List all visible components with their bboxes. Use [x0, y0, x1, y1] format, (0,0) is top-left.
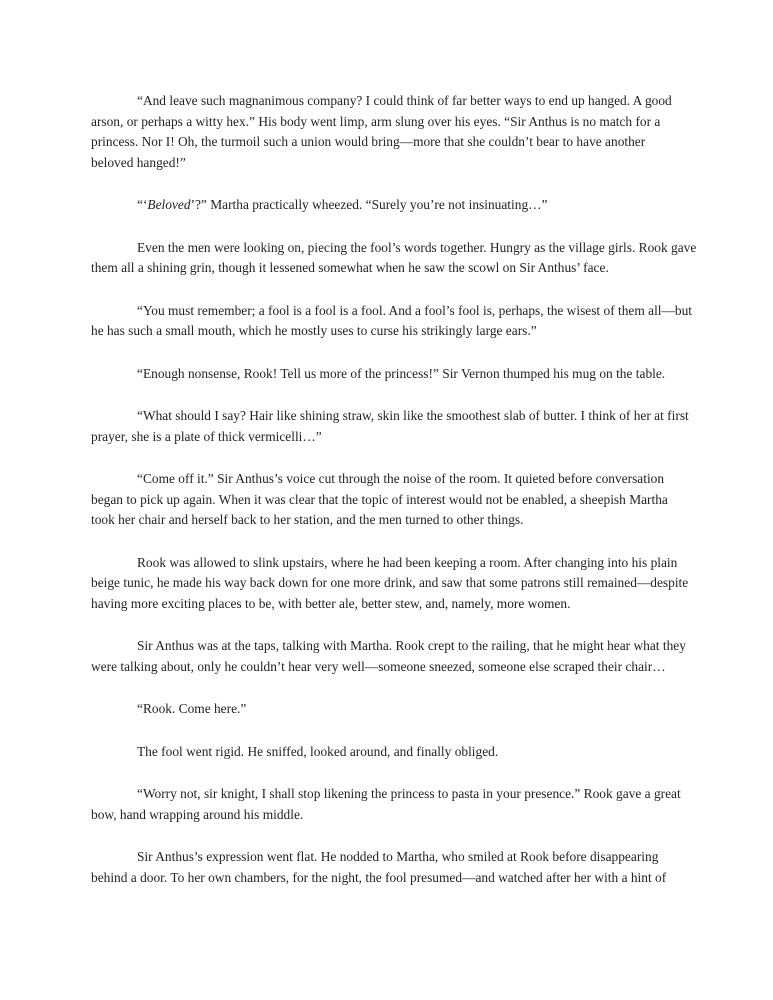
text-line: having more exciting places to be, with better ale, better stew, and, namely, more women.	[91, 595, 571, 611]
paragraph	[91, 469, 691, 531]
text-line: The fool went rigid. He sniffed, looked around, and finally obliged.	[137, 743, 499, 759]
paragraph	[91, 784, 691, 825]
paragraph	[91, 553, 691, 615]
paragraph	[91, 847, 691, 888]
text-line: princess. Nor I! Oh, the turmoil such a union would bring—more that she couldn’t bear to have another	[91, 134, 646, 149]
italic-text: Beloved	[147, 197, 191, 212]
text-line: beige tunic, he made his way back down for one more drink, and saw that some patrons still remained—despite	[91, 575, 689, 590]
text-line: behind a door. To her own chambers, for the night, the fool presumed—and watched after her with a hint of	[91, 869, 667, 885]
paragraph	[91, 742, 691, 763]
text-line: “And leave such magnanimous company? I could think of far better ways to end up hanged. A good	[137, 93, 672, 108]
paragraph	[91, 195, 691, 216]
paragraph	[91, 91, 691, 173]
text-line: arson, or perhaps a witty hex.” His body went limp, arm slung over his eyes. “Sir Anthus is no match for a	[91, 113, 661, 129]
paragraph	[91, 406, 691, 447]
document-page	[91, 91, 697, 910]
text-line: “Worry not, sir knight, I shall stop likening the princess to pasta in your presence.” Rook gave a great	[137, 786, 681, 801]
text-line: he has such a small mouth, which he mostly uses to curse his strikingly large ears.”	[91, 323, 537, 338]
text-line: “Rook. Come here.”	[137, 701, 247, 716]
paragraph	[91, 301, 691, 342]
paragraph	[91, 699, 691, 720]
text-line: bow, hand wrapping around his middle.	[91, 806, 304, 822]
text-line: beloved hanged!”	[91, 154, 186, 170]
text-line: prayer, she is a plate of thick vermicelli…”	[91, 428, 322, 444]
text-line: “Enough nonsense, Rook! Tell us more of the princess!” Sir Vernon thumped his mug on the table.	[137, 365, 666, 381]
text-line: Rook was allowed to slink upstairs, where he had been keeping a room. After changing into his plain	[137, 554, 678, 570]
text-line: “What should I say? Hair like shining straw, skin like the smoothest slab of butter. I think of her at first	[137, 408, 689, 423]
paragraph	[91, 364, 691, 385]
text-line	[91, 195, 691, 216]
text-line: Sir Anthus was at the taps, talking with Martha. Rook crept to the railing, that he might hear what they	[137, 638, 686, 653]
text-line: “Come off it.” Sir Anthus’s voice cut through the noise of the room. It quieted before conversation	[137, 471, 665, 486]
paragraph	[91, 238, 697, 279]
text-line: were talking about, only he couldn’t hear very well—someone sneezed, someone else scraped their chair…	[91, 658, 666, 674]
text-line: them all a shining grin, though it lessened somewhat when he saw the scowl on Sir Anthus’ face.	[91, 260, 609, 275]
text-segment: ’?” Martha practically wheezed. “Surely you’re not insinuating…”	[190, 197, 548, 212]
text-line: began to pick up again. When it was clear that the topic of interest would not be enabled, a sheepish Martha	[91, 491, 668, 507]
text-line: Sir Anthus’s expression went flat. He nodded to Martha, who smiled at Rook before disappearing	[137, 849, 659, 864]
text-line: Even the men were looking on, piecing the fool’s words together. Hungry as the village girls. Rook gave	[137, 239, 697, 255]
text-line: took her chair and herself back to her station, and the men turned to other things.	[91, 512, 524, 527]
paragraph	[91, 636, 691, 677]
text-segment: “‘	[137, 197, 148, 212]
text-line: “You must remember; a fool is a fool is a fool. And a fool’s fool is, perhaps, the wisest of them all—but	[137, 302, 693, 318]
